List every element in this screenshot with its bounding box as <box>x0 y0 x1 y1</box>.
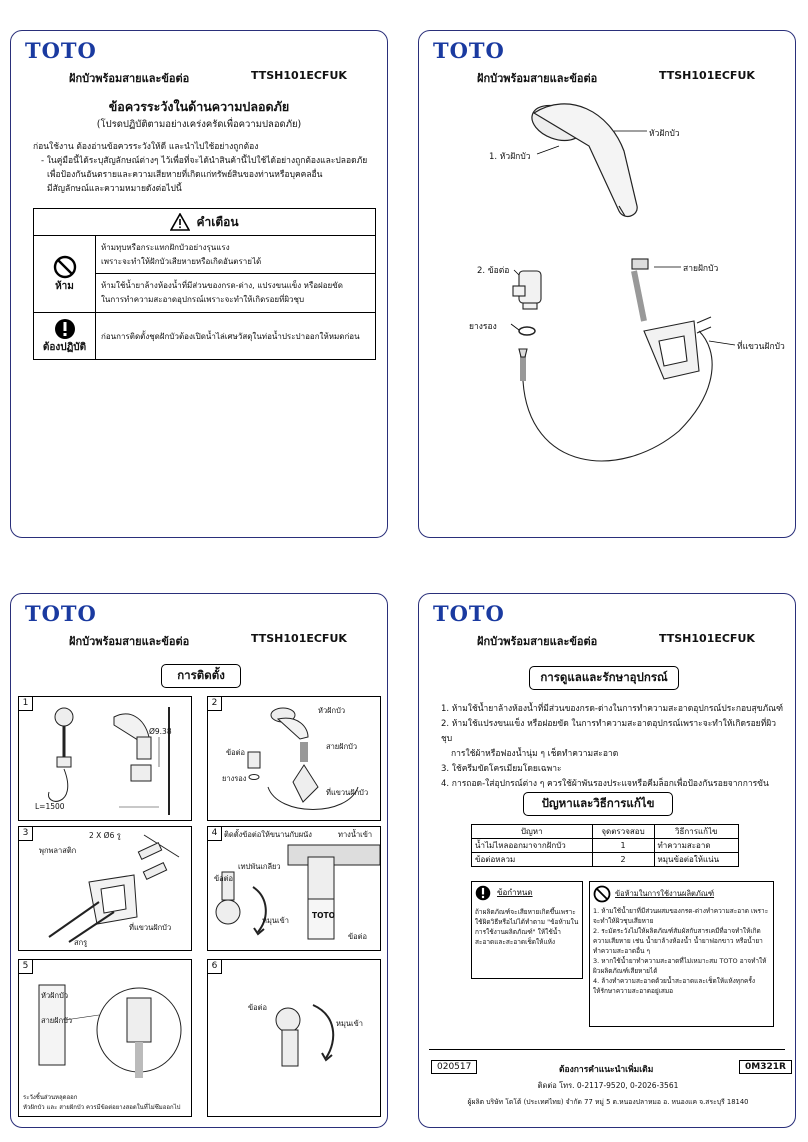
step-2 <box>207 696 381 821</box>
step3-label-plug: พุกพลาสติก <box>39 846 77 855</box>
step2-label-gasket: ยางรอง <box>222 774 247 783</box>
note-text: ถ้าผลิตภัณฑ์จะเสียหายเกิดขึ้นเพราะใช้ผิดวิธีหรือไม่ได้ทำตาม "ข้อห้ามในการใช้งานผลิตภัณฑ์" ให้ใช้น้ำสะอาดและสะอาดเช็ดให้แห้ง <box>475 908 579 946</box>
prohibit-item <box>96 236 375 274</box>
label-hose: สายฝักบัว <box>683 264 719 274</box>
prohibit-icon <box>593 885 611 903</box>
step4-title: ติดตั้งข้อต่อให้ขนานกับผนัง <box>224 830 312 839</box>
intro-line: ก่อนใช้งาน ต้องอ่านข้อควรระวังให้ดี และนำไปใช้อย่างถูกต้อง <box>33 142 259 152</box>
page-parts <box>418 30 796 538</box>
holder-illustration <box>644 317 711 379</box>
model-number: TTSH101ECFUK <box>251 632 347 645</box>
intro-line: มีสัญลักษณ์และความหมายดังต่อไปนี้ <box>47 184 182 194</box>
step-number: 2 <box>208 697 222 711</box>
table-cell: ข้อต่อหลวม <box>472 853 593 867</box>
step6-label-joint: ข้อต่อ <box>248 1003 268 1012</box>
care-item: 4. การถอด-ใส่อุปกรณ์ต่าง ๆ ควรใช้ผ้าพันรองประแจหรือคีมล็อกเพื่อป้องกันรอยจากการขัน <box>441 779 769 789</box>
table-cell: หมุนข้อต่อให้แน่น <box>654 853 739 867</box>
must-text: ก่อนการติดตั้งชุดฝักบัวต้องเปิดน้ำไล่เศษวัสดุในท่อน้ำประปาออกให้หมดก่อน <box>101 331 360 341</box>
toto-logo: TOTO <box>433 38 505 63</box>
step-number: 6 <box>208 960 222 974</box>
warning-title: คำเตือน <box>196 214 239 229</box>
step5-label-hose: สายฝักบัว <box>41 1016 73 1025</box>
mandatory-icon <box>475 885 491 901</box>
manufacturer: ผู้ผลิต บริษัท โตโต้ (ประเทศไทย) จำกัด 77 หมู่ 5 ต.หนองปลาหมอ อ. หนองแค จ.สระบุรี 18140 <box>467 1098 749 1106</box>
care-item: การใช้ผ้าหรือฟองน้ำนุ่ม ๆ เช็ดทำความสะอาด <box>451 749 619 759</box>
must-row <box>34 313 375 359</box>
step-number: 5 <box>19 960 33 974</box>
contact-phone: ติดต่อ โทร. 0-2117-9520, 0-2026-3561 <box>537 1081 679 1090</box>
leader-line <box>537 146 559 154</box>
prohibit-text: ห้ามทุบหรือกระแทกฝักบัวอย่างรุนแรง <box>101 242 230 252</box>
safety-title: ข้อควรระวังในด้านความปลอดภัย <box>108 99 290 114</box>
care-item: 3. ใช้ครีมขัดโครเมียมโดยเฉพาะ <box>441 764 562 774</box>
step4-label-joint: ข้อต่อ <box>214 874 234 883</box>
model-number: TTSH101ECFUK <box>659 632 755 645</box>
prohibit-box-title: ข้อห้ามในการใช้งานผลิตภัณฑ์ <box>615 889 715 898</box>
label-gasket: ยางรอง <box>469 322 497 332</box>
step5-label-head: หัวฝักบัว <box>41 991 69 1000</box>
step4-label-tape: เทปพันเกลียว <box>238 862 281 871</box>
label-head: หัวฝักบัว <box>649 129 680 139</box>
step-5 <box>18 959 192 1117</box>
step4-brand-mark: TOTO <box>312 911 335 920</box>
toto-logo: TOTO <box>25 601 97 626</box>
doc-code: 0M321R <box>739 1060 792 1074</box>
care-item: 1. ห้ามใช้น้ำยาล้างห้องน้ำที่มีส่วนของกรด-ด่างในการทำความสะอาดอุปกรณ์ประกอบสุขภัณฑ์ <box>441 704 784 714</box>
footer-divider <box>429 1049 785 1050</box>
table-cell: 1 <box>592 839 654 853</box>
step5-note-2: หัวฝักบัว และ สายฝักบัว ควรมีข้อต่อยางสอดในที่ไม่ซึมออกไป <box>23 1104 181 1111</box>
prohibit-text: ในการทำความสะอาดอุปกรณ์เพราะจะทำให้เกิดรอยที่ผิวชุบ <box>101 295 305 304</box>
table-header: จุดตรวจสอบ <box>592 825 654 839</box>
intro-line: - ในคู่มือนี้ได้ระบุสัญลักษณ์ต่างๆ ไว้เพื่อที่จะได้นำสินค้านี้ไปใช้ได้อย่างถูกต้องและปลอดภัย <box>41 156 368 166</box>
troubleshoot-table <box>471 824 739 867</box>
table-header-row <box>472 825 739 839</box>
product-name: ฝักบัวพร้อมสายและข้อต่อ <box>477 635 598 648</box>
shower-head-illustration <box>527 99 637 216</box>
contact-title: ต้องการคำแนะนำเพิ่มเติม <box>559 1065 654 1075</box>
label-part-2: 2. ข้อต่อ <box>477 266 510 276</box>
must-label: ต้องปฏิบัติ <box>42 341 87 353</box>
parts-diagram <box>419 31 796 538</box>
step2-label-head: หัวฝักบัว <box>318 706 346 715</box>
product-name: ฝักบัวพร้อมสายและข้อต่อ <box>69 635 190 648</box>
step6-label-turn: หมุนเข้า <box>336 1019 363 1028</box>
toto-logo: TOTO <box>433 601 505 626</box>
prohibit-text: เพราะจะทำให้ฝักบัวเสียหายหรือเกิดอันตรายได้ <box>101 256 262 266</box>
table-row <box>472 839 739 853</box>
leader-line <box>511 324 519 330</box>
prohibit-box-item: ให้รักษาความสะอาดอยู่เสมอ <box>593 987 674 995</box>
step5-note-1: ระวังชิ้นส่วนหลุดออก <box>23 1094 78 1101</box>
step-4 <box>207 826 381 951</box>
step2-label-joint: ข้อต่อ <box>226 748 246 757</box>
prohibit-box-item: 3. หากใช้น้ำยาทำความสะอาดที่ไม่เหมาะสม TOTO อาจทำให้ผิวผลิตภัณฑ์เสียหายได้ <box>593 957 767 975</box>
prohibit-label: ห้าม <box>55 280 74 292</box>
step-number: 1 <box>19 697 33 711</box>
step-6-illustration <box>208 960 380 1116</box>
note-box <box>471 881 583 979</box>
product-name: ฝักบัวพร้อมสายและข้อต่อ <box>477 72 598 85</box>
safety-subtitle: (โปรดปฏิบัติตามอย่างเคร่งครัดเพื่อความปลอดภัย) <box>96 119 302 130</box>
step3-label-screw: สกรู <box>74 938 88 947</box>
page-safety <box>10 30 388 538</box>
step4-label-turn: หมุนเข้า <box>262 916 289 925</box>
care-list <box>441 702 786 792</box>
leader-line <box>514 270 519 275</box>
page-installation <box>10 593 388 1128</box>
prohibit-text: ห้ามใช้น้ำยาล้างห้องน้ำที่มีส่วนของกรด-ด่าง, แปรงขนแข็ง หรือฝอยขัด <box>101 281 343 290</box>
label-part-1: 1. หัวฝักบัว <box>489 152 531 162</box>
product-name: ฝักบัวพร้อมสายและข้อต่อ <box>69 72 190 85</box>
table-cell: น้ำไม่ไหลออกมาจากฝักบัว <box>472 839 593 853</box>
footer-code: 020517 <box>431 1060 477 1074</box>
safety-intro <box>33 140 378 196</box>
step-3 <box>18 826 192 951</box>
step3-label-screw-holes: 2 X Ø6 รู <box>89 831 121 840</box>
table-header: ปัญหา <box>472 825 593 839</box>
note-title: ข้อกำหนด <box>497 888 533 897</box>
prohibit-box-item: 1. ห้ามใช้น้ำยาที่มีส่วนผสมของกรด-ด่างทำความสะอาด เพราะจะทำให้ผิวชุบเสียหาย <box>593 907 769 925</box>
toto-logo: TOTO <box>25 38 97 63</box>
table-cell: 2 <box>592 853 654 867</box>
dim-diameter: Ø9.38 <box>149 727 172 736</box>
label-holder: ที่แขวนฝักบัว <box>737 342 785 352</box>
step4-label-joint2: ข้อต่อ <box>348 932 368 941</box>
prohibit-row <box>34 236 375 313</box>
table-header: วิธีการแก้ไข <box>654 825 739 839</box>
gasket-illustration <box>519 327 535 335</box>
model-number: TTSH101ECFUK <box>659 69 755 82</box>
step3-label-holder: ที่แขวนฝักบัว <box>129 923 172 932</box>
step-number: 4 <box>208 827 222 841</box>
step2-label-holder: ที่แขวนฝักบัว <box>326 788 369 797</box>
warning-table <box>33 208 376 360</box>
warning-header <box>34 209 375 236</box>
page-care <box>418 593 796 1128</box>
prohibit-item <box>96 274 375 312</box>
step-1 <box>18 696 192 821</box>
step-number: 3 <box>19 827 33 841</box>
prohibit-box-item: 2. ระมัดระวังไม่ให้ผลิตภัณฑ์สัมผัสกับสารเคมีที่อาจทำให้เกิดความเสียหาย เช่น น้ำยาล้างห้องน้ำ น้ำยาฟอกขาว หรือน้ำยาทำความสะอาดอื่น ๆ <box>593 927 763 955</box>
intro-line: เพื่อป้องกันอันตรายและความเสียหายที่เกิดแก่ทรัพย์สินของท่านหรือบุคคลอื่น <box>47 170 323 180</box>
trouble-title: ปัญหาและวิธีการแก้ไข <box>523 792 673 816</box>
prohibit-box-item: 4. ล้างทำความสะอาดด้วยน้ำสะอาดและเช็ดให้แห้งทุกครั้ง <box>593 977 756 985</box>
model-number: TTSH101ECFUK <box>251 69 347 82</box>
prohibit-icon <box>53 255 77 279</box>
dim-length: L=1500 <box>35 802 65 811</box>
prohibit-box <box>589 881 774 1027</box>
table-cell: ทำความสะอาด <box>654 839 739 853</box>
care-title: การดูแลและรักษาอุปกรณ์ <box>529 666 679 690</box>
step-6 <box>207 959 381 1117</box>
install-title: การติดตั้ง <box>161 664 241 688</box>
step2-label-hose: สายฝักบัว <box>326 742 358 751</box>
warning-triangle-icon <box>170 213 190 231</box>
leader-line <box>709 341 735 345</box>
joint-illustration <box>513 271 541 309</box>
table-row <box>472 853 739 867</box>
step4-label-inlet: ทางน้ำเข้า <box>338 830 373 839</box>
care-item: 2. ห้ามใช้แปรงขนแข็ง หรือฝอยขัด ในการทำความสะอาดอุปกรณ์เพราะจะทำให้เกิดรอยที่ผิวชุบ <box>441 719 777 744</box>
mandatory-icon <box>54 318 76 340</box>
